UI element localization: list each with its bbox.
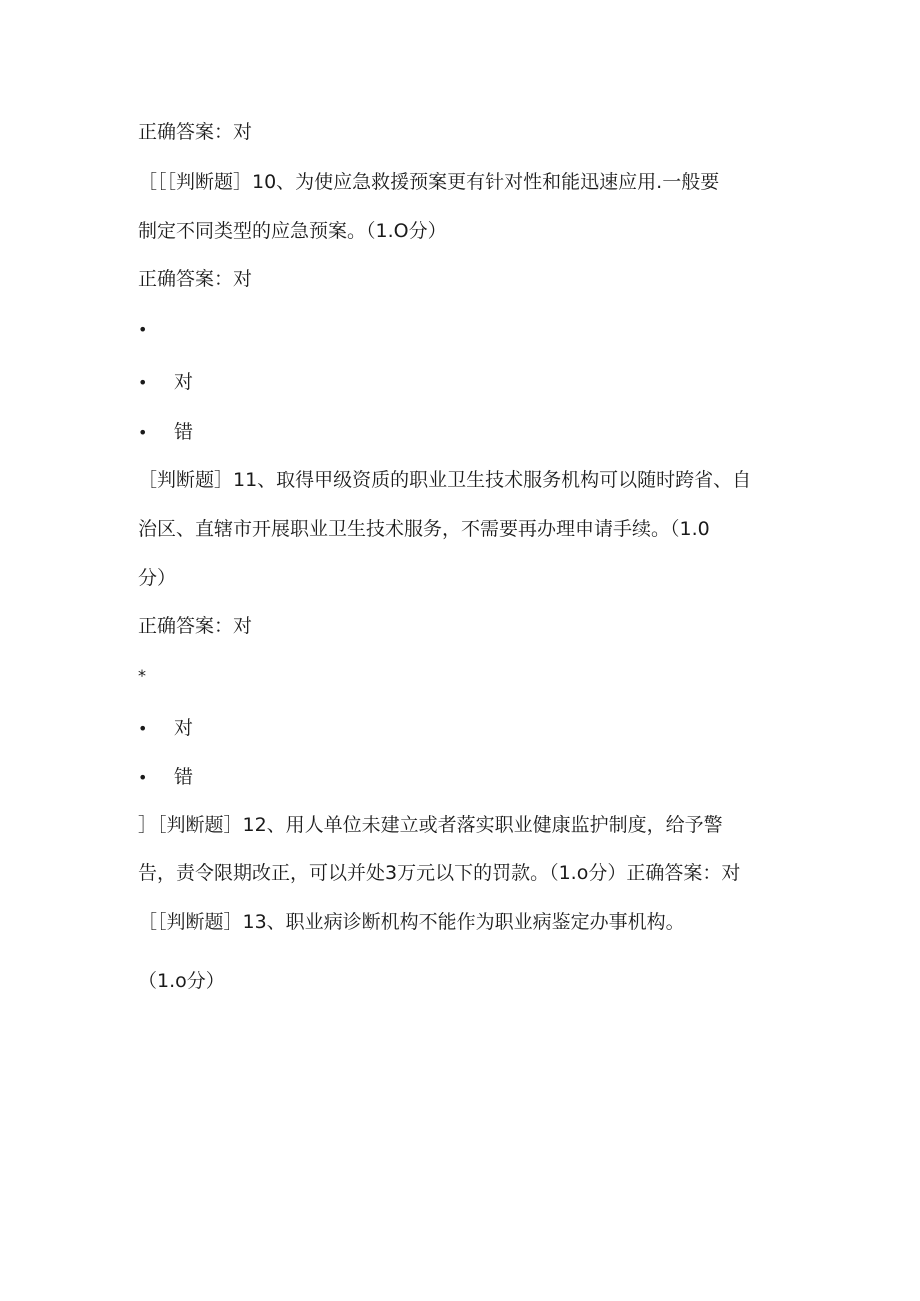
question-13-score: （1.o分） [138, 970, 225, 992]
bullet-icon: • [138, 320, 148, 339]
answer-line: 正确答案：对 [138, 121, 253, 143]
asterisk-icon: * [138, 666, 146, 685]
question-11-option-true [138, 716, 193, 741]
question-12-text-cont: 告，责令限期改正，可以并处3万元以下的罚款。（1.o分）正确答案：对 [138, 862, 741, 884]
bullet-icon: • [138, 373, 148, 392]
question-10-text-cont: 制定不同类型的应急预案。（1.O分） [138, 220, 447, 242]
empty-bullet [138, 317, 174, 342]
question-11-text: ［判断题］11、取得甲级资质的职业卫生技术服务机构可以随时跨省、自 [138, 469, 752, 491]
bullet-icon: • [138, 719, 148, 738]
question-10-text: ［［［判断题］10、为使应急救援预案更有针对性和能迅速应用.一般要 [138, 171, 720, 193]
question-12-text: ］［判断题］12、用人单位未建立或者落实职业健康监护制度，给予警 [138, 814, 723, 836]
option-label: 错 [174, 766, 194, 788]
option-label: 对 [174, 371, 194, 393]
option-label: 错 [174, 421, 194, 443]
question-13-text: ［［判断题］13、职业病诊断机构不能作为职业病鉴定办事机构。 [138, 911, 685, 933]
question-10-answer: 正确答案：对 [138, 268, 253, 290]
bullet-icon: • [138, 768, 148, 787]
question-11-text-cont2: 分） [138, 567, 177, 589]
question-11-answer: 正确答案：对 [138, 615, 253, 637]
question-11-option-false [138, 765, 193, 790]
question-11-text-cont: 治区、直辖市开展职业卫生技术服务，不需要再办理申请手续。（1.0 [138, 518, 710, 540]
question-10-option-false [138, 420, 193, 445]
option-label: 对 [174, 717, 194, 739]
star-marker [138, 663, 174, 688]
question-10-option-true [138, 370, 193, 395]
bullet-icon: • [138, 423, 148, 442]
